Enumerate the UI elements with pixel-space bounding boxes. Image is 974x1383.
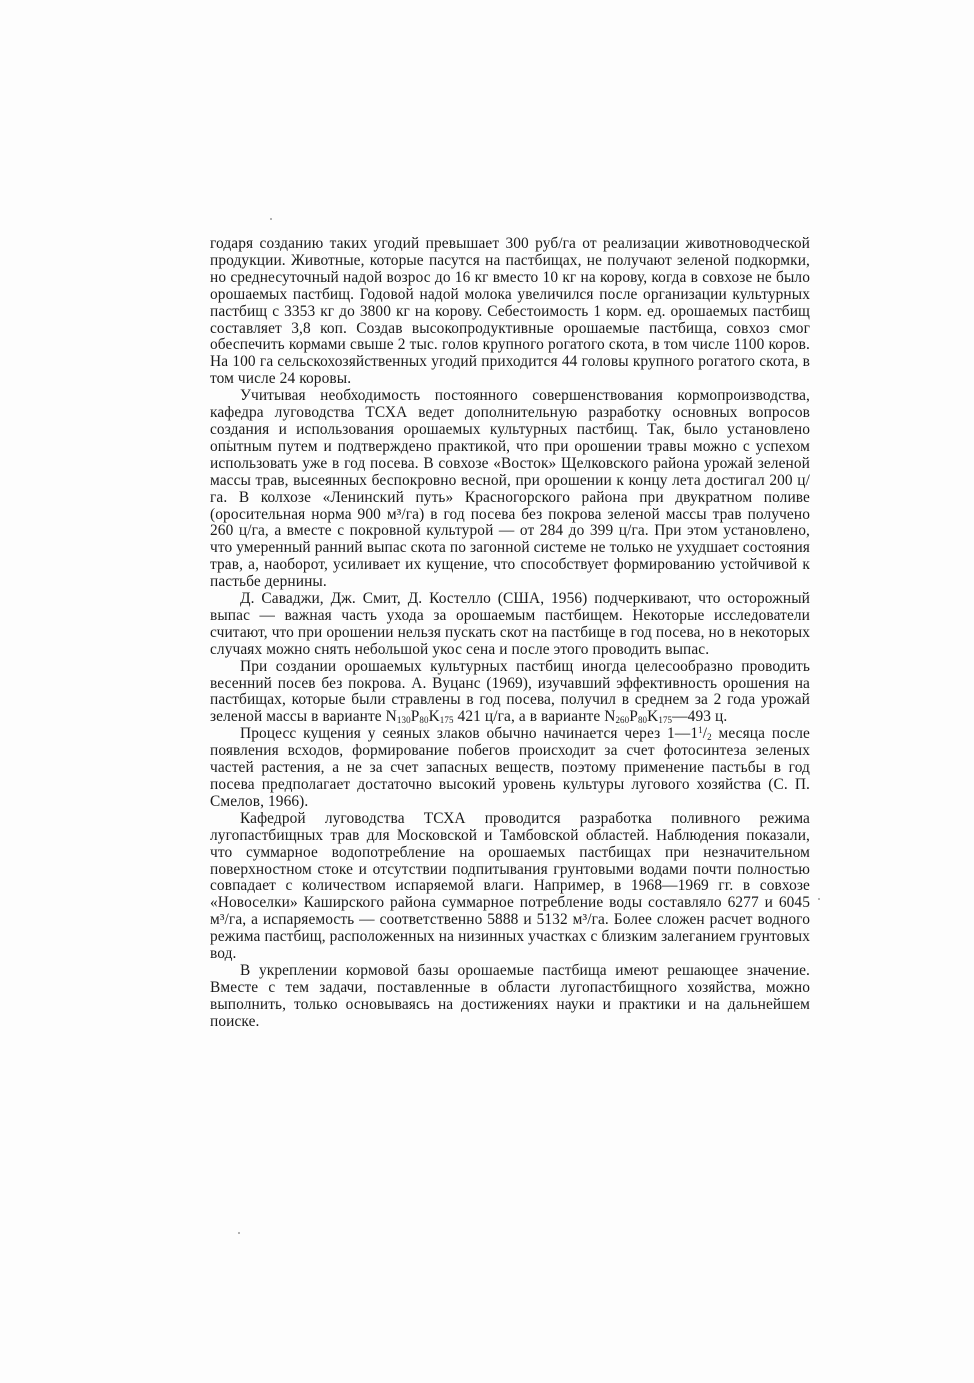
scan-speck [818, 898, 820, 900]
fraction-denominator: 2 [707, 732, 712, 743]
paragraph-4-text-before: При создании орошаемых культурных пастбищ иногда целесообразно проводить весенний посев без покрова. А. Вуцанс (1969), изучавший эффективность орошения на пастбищах, которые были стравлены в год посева, получил в среднем за 2 года урожай зеленой массы в варианте [210, 657, 810, 726]
paragraph-5-text-before: Процесс кущения у сеяных злаков обычно начинается через 1—1 [240, 725, 699, 743]
fraction-numerator: 1 [698, 725, 703, 736]
paragraph-5-text-after: месяца после появления всходов, формирование побегов происходит за счет фотосинтеза зеленых частей растения, а не за счет запасных веществ, поэтому применение пастьбы в год посева предполагает достаточно высокий уровень культуры лугового хозяйства (С. П. Смелов, 1966). [210, 725, 810, 810]
paragraph-4-text-middle: 421 ц/га, а в варианте [453, 708, 605, 726]
paragraph-1: годаря созданию таких угодий превышает 300 руб/га от реализации животноводческой продукции. Животные, которые пасутся на пастбищах, не получают зеленой подкормки, но среднесуточный надой возрос до 16 кг вместо 10 кг на корову, когда в совхозе не было орошаемых пастбищ. Годовой надой молока увеличился после организации культурных пастбищ с 3353 кг до 3800 кг на корову. Себестоимость 1 корм. ед. орошаемых пастбищ составляет 3,8 коп. Создав высокопродуктивные орошаемые пастбища, совхоз смог обеспечить кормами свыше 2 тыс. голов крупного рогатого скота, в том числе 1100 коров. На 100 га сельскохозяйственных угодий приходится 44 головы крупного рогатого скота, в том числе 24 коровы. [210, 235, 810, 388]
scan-speck [270, 218, 272, 220]
paragraph-6: Кафедрой луговодства ТСХА проводится разработка поливного режима лугопастбищных трав для Московской и Тамбовской областей. Наблюдения показали, что суммарное водопотребление на орошаемых пастбищах при незначительном поверхностном стоке и отсутствии подпитывания грунтовыми водами почти полностью совпадает с количеством испаряемой влаги. Например, в 1968—1969 гг. в совхозе «Новоселки» Каширского района суммарное потребление воды составляло 6277 и 6045 м³/га, а испаряемость — соответственно 5888 и 5132 м³/га. Более сложен расчет водного режима пастбищ, расположенных на низинных участках с близким залеганием грунтовых вод. [210, 809, 810, 963]
paragraph-5: Процесс кущения у сеяных злаков обычно начинается через $1—1^1/_2$ месяца после появления всходов, формирование побегов происходит за счет фотосинтеза зеленых частей растения, а не за счет запасных веществ, поэтому применение пастьбы в год посева предполагает достаточно высокий уровень культуры лугового хозяйства (С. П. Смелов, 1966). [210, 725, 810, 810]
scan-speck [238, 1232, 240, 1234]
formula-variant-1: $N_{130}P_{80}K_{175}$ [385, 708, 454, 726]
paragraph-7: В укреплении кормовой базы орошаемые пастбища имеют решающее значение. Вместе с тем задачи, поставленные в области лугопастбищного хозяйства, можно выполнить, только основываясь на достижениях науки и практики и на дальнейшем поиске. [210, 961, 810, 1030]
paragraph-3: Д. Саваджи, Дж. Смит, Д. Костелло (США, 1956) подчеркивают, что осторожный выпас — важная часть ухода за орошаемым пастбищем. Некоторые исследователи считают, что при орошении нельзя пускать скот на пастбище в год посева, но в некоторых случаях можно снять небольшой укос сена и после этого проводить выпас. [210, 590, 810, 658]
paragraph-2: Учитывая необходимость постоянного совершенствования кормопроизводства, кафедра луговодства ТСХА ведет дополнительную разработку основных вопросов создания и использования орошаемых культурных пастбищ. Так, было установлено опытным путем и подтверждено практикой, что при орошении травы можно с успехом использовать уже в год посева. В совхозе «Восток» Щелковского района урожай зеленой массы трав, высеянных беспокровно весной, при орошении к концу лета достигал 200 ц/га. В колхозе «Ленинский путь» Красногорского района при двукратном поливе (оросительная норма 900 м³/га) в год посева без покрова зеленой массы трав получено 260 ц/га, а вместе с покровной культурой — от 284 до 399 ц/га. При этом установлено, что умеренный ранний выпас скота по загонной системе не только не ухудшает состояния трав, а, наоборот, усиливает их кущение, что способствует формированию устойчивой к пастьбе дернины. [210, 387, 810, 591]
paragraph-4 [210, 659, 810, 727]
body-text [210, 236, 810, 1031]
paragraph-4-text-after: —493 ц. [672, 708, 728, 726]
formula-variant-2: $N_{260}P_{80}K_{175}$ [604, 708, 673, 726]
